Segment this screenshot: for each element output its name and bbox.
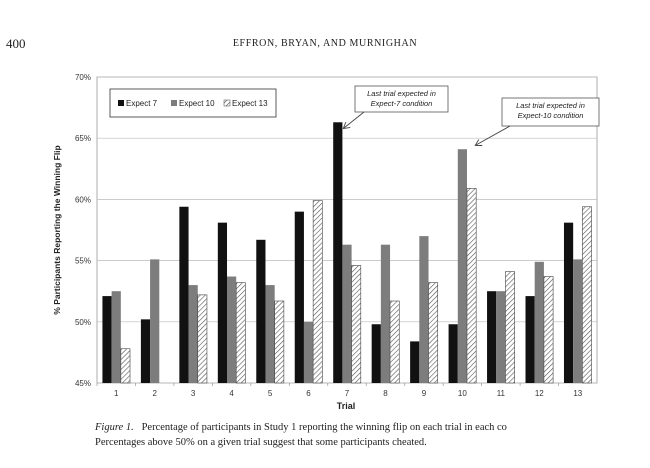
legend-label-expect-13: Expect 13 [232,99,268,108]
bar-expect-7-trial-6 [295,212,304,383]
legend-swatch-expect-13 [224,100,230,106]
bar-expect-13-trial-4 [236,283,245,383]
bars [102,122,591,383]
figure-caption [95,420,640,450]
bar-expect-10-trial-10 [458,149,467,383]
bar-expect-7-trial-2 [141,319,150,383]
bar-expect-10-trial-4 [227,277,236,383]
bar-expect-7-trial-8 [372,324,381,383]
bar-expect-7-trial-3 [179,207,188,383]
bar-expect-10-trial-12 [535,262,544,383]
x-tick-label: 10 [457,389,467,398]
x-tick-label: 6 [306,389,311,398]
bar-expect-13-trial-13 [582,207,591,383]
bar-expect-13-trial-8 [390,301,399,383]
bar-expect-13-trial-1 [121,349,130,383]
x-tick-label: 1 [114,389,119,398]
x-tick-label: 11 [496,389,506,398]
y-tick-label: 70% [74,73,91,82]
annotation-arrow [476,126,510,145]
legend-swatch-expect-10 [171,100,177,106]
y-tick-label: 55% [74,256,91,266]
bar-expect-13-trial-11 [505,272,514,383]
annotation-text-line-1: Last trial expected in [516,101,585,110]
bar-expect-10-trial-11 [496,291,505,383]
bar-expect-13-trial-12 [544,277,553,383]
annotation-arrow [344,112,364,128]
annotations [344,86,599,145]
running-head: EFFRON, BRYAN, AND MURNIGHAN [232,38,418,49]
bar-expect-13-trial-7 [352,265,361,383]
bar-expect-10-trial-8 [381,245,390,383]
bar-expect-7-trial-7 [333,122,342,383]
x-tick-label: 12 [534,389,544,398]
annotation-text-line-2: Expect-10 condition [517,111,584,120]
legend [110,89,276,117]
legend-swatch-expect-7 [118,100,124,106]
x-axis-label: Trial [336,401,356,411]
bar-expect-13-trial-9 [429,283,438,383]
x-tick-label: 13 [573,389,583,398]
annotation-text-line-2: Expect-7 condition [370,99,433,108]
bar-expect-10-trial-1 [112,291,121,383]
bar-expect-10-trial-3 [189,285,198,383]
bar-expect-7-trial-11 [487,291,496,383]
x-tick-label: 4 [229,389,234,398]
bar-expect-10-trial-7 [342,245,351,383]
y-tick-label: 45% [74,379,91,388]
legend-label-expect-7: Expect 7 [126,99,158,108]
y-tick-label: 50% [74,317,91,327]
bar-expect-10-trial-2 [150,259,159,383]
x-tick-label: 8 [383,389,388,398]
y-tick-label: 65% [74,134,91,144]
x-tick-label: 5 [267,389,273,398]
annotation-trial-7 [344,86,448,128]
bar-expect-7-trial-5 [256,240,265,383]
bar-expect-13-trial-5 [275,301,284,383]
caption-line-1: Percentage of participants in Study 1 reporting the winning flip on each trial in each co [141,422,507,433]
x-tick-label: 7 [344,389,350,398]
y-axis-label: % Participants Reporting the Winning Flip [52,145,62,315]
y-axis [75,73,91,388]
bar-expect-7-trial-13 [564,223,573,383]
bar-expect-10-trial-9 [419,236,428,383]
bar-expect-7-trial-1 [102,296,111,383]
bar-expect-10-trial-13 [573,259,582,383]
x-axis [97,383,583,398]
bar-expect-7-trial-9 [410,341,419,383]
bar-expect-13-trial-3 [198,295,207,383]
bar-expect-10-trial-5 [265,285,274,383]
annotation-text-line-1: Last trial expected in [367,89,436,98]
page-number: 400 [6,36,26,51]
bar-expect-13-trial-10 [467,188,476,383]
x-tick-label: 9 [421,389,427,398]
legend-label-expect-10: Expect 10 [179,99,215,108]
caption-label: Figure 1. [95,422,134,433]
x-tick-label: 2 [152,389,157,398]
caption-line-2: Percentages above 50% on a given trial suggest that some participants cheated. [95,437,427,448]
x-tick-label: 3 [190,389,196,398]
bar-expect-10-trial-6 [304,322,313,383]
bar-expect-7-trial-12 [526,296,535,383]
y-tick-label: 60% [74,195,91,205]
bar-expect-13-trial-6 [313,201,322,383]
bar-expect-7-trial-4 [218,223,227,383]
bar-expect-7-trial-10 [449,324,458,383]
